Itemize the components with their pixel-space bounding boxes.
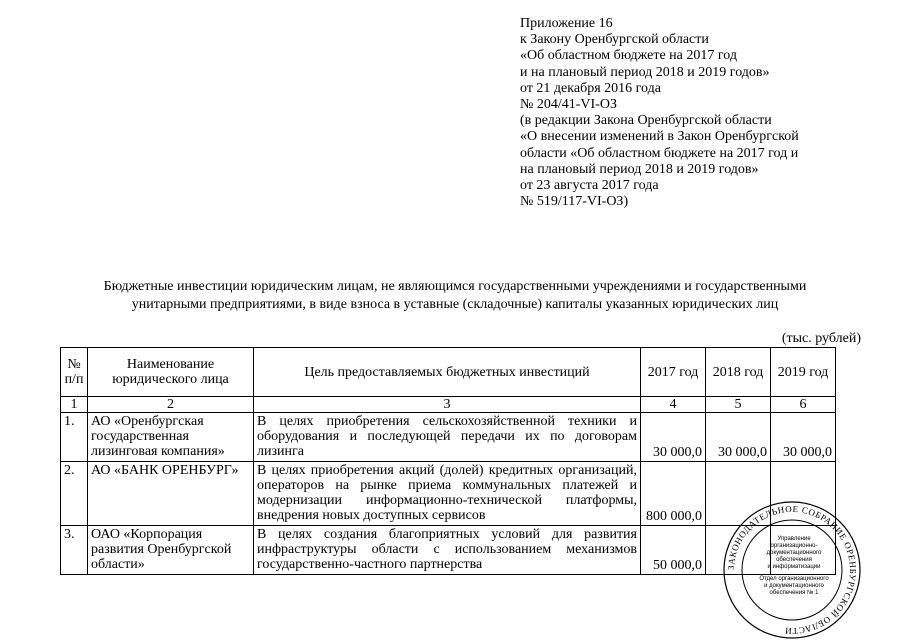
appendix-line: на плановый период 2018 и 2019 годов» bbox=[520, 161, 759, 177]
header-goal: Цель предоставляемых бюджетных инвестиций bbox=[254, 348, 641, 397]
appendix-line: «Об областном бюджете на 2017 год bbox=[520, 48, 737, 64]
appendix-line: (в редакции Закона Оренбургской области bbox=[520, 113, 772, 129]
seal-ring-text: ЗАКОНОДАТЕЛЬНОЕ СОБРАНИЕ ОРЕНБУРГСКОЙ ОБЛАСТИ bbox=[725, 503, 859, 637]
row-2017: 50 000,0 bbox=[641, 526, 706, 575]
title-line-2: унитарными предприятиями, в виде взноса в уставные (складочные) капиталы указанных юридических лиц bbox=[131, 297, 779, 312]
row-goal: В целях создания благоприятных условий для развития инфраструктуры области с использованием механизмов государственно-частного партнерства bbox=[254, 526, 641, 575]
appendix-line: Приложение 16 bbox=[520, 16, 613, 31]
seal-inner-text: документационного bbox=[766, 550, 822, 556]
appendix-line: к Закону Оренбургской области bbox=[520, 32, 709, 48]
header-2019: 2019 год bbox=[771, 348, 836, 397]
appendix-line: № 204/41-VI-ОЗ bbox=[520, 97, 617, 113]
header-name: Наименование юридического лица bbox=[88, 348, 254, 397]
seal-inner-text: и информатизации bbox=[767, 564, 821, 570]
row-goal: В целях приобретения сельскохозяйственной техники и оборудования и последующей передачи их по договорам лизинга bbox=[254, 413, 641, 462]
header-2017: 2017 год bbox=[641, 348, 706, 397]
seal-inner-text: Управление bbox=[777, 536, 811, 542]
column-index: 2 bbox=[88, 397, 254, 413]
row-num: 2. bbox=[61, 462, 88, 526]
row-num: 1. bbox=[61, 413, 88, 462]
row-name: АО «БАНК ОРЕНБУРГ» bbox=[88, 462, 254, 526]
column-index-row bbox=[61, 397, 836, 413]
seal-inner-text: Отдел организационного bbox=[759, 576, 829, 582]
row-name: ОАО «Корпорация развития Оренбургской области» bbox=[88, 526, 254, 575]
table-row bbox=[61, 413, 836, 462]
header-2018: 2018 год bbox=[706, 348, 771, 397]
row-2018: 30 000,0 bbox=[706, 413, 771, 462]
seal-inner-text: организационно- bbox=[770, 543, 818, 549]
appendix-line: «О внесении изменений в Закон Оренбургской bbox=[520, 129, 799, 145]
row-goal: В целях приобретения акций (долей) кредитных организаций, операторов на рынке приема коммунальных платежей и модернизации информационно-технической платформы, внедрения новых доступных сервисов bbox=[254, 462, 641, 526]
seal-inner-text: обеспечения № 1 bbox=[769, 590, 819, 596]
column-index: 4 bbox=[641, 397, 706, 413]
table-row bbox=[61, 462, 836, 526]
seal-inner-text: и документационного bbox=[764, 583, 824, 589]
appendix-line: от 21 декабря 2016 года bbox=[520, 80, 661, 96]
column-index: 1 bbox=[61, 397, 88, 413]
column-index: 5 bbox=[706, 397, 771, 413]
row-2017: 800 000,0 bbox=[641, 462, 706, 526]
title-line-1: Бюджетные инвестиции юридическим лицам, не являющимся государственными учреждениями и государственными bbox=[103, 279, 807, 294]
column-index: 3 bbox=[254, 397, 641, 413]
row-2019: 30 000,0 bbox=[771, 413, 836, 462]
table-header-row bbox=[61, 348, 836, 397]
budget-investments-table bbox=[60, 347, 836, 575]
appendix-line: от 23 августа 2017 года bbox=[520, 178, 659, 194]
official-seal-stamp bbox=[722, 500, 862, 640]
units-label: (тыс. рублей) bbox=[781, 331, 861, 346]
seal-inner-text: обеспечения bbox=[776, 557, 812, 563]
row-name: АО «Оренбургская государственная лизинговая компания» bbox=[88, 413, 254, 462]
header-num: № п/п bbox=[61, 348, 88, 397]
table-row bbox=[61, 526, 836, 575]
row-num: 3. bbox=[61, 526, 88, 575]
column-index: 6 bbox=[771, 397, 836, 413]
row-2017: 30 000,0 bbox=[641, 413, 706, 462]
appendix-line: области «Об областном бюджете на 2017 год и bbox=[520, 145, 799, 161]
appendix-header bbox=[520, 16, 860, 210]
appendix-line: и на плановый период 2018 и 2019 годов» bbox=[520, 64, 770, 80]
appendix-line: № 519/117-VI-ОЗ) bbox=[520, 194, 629, 210]
document-title bbox=[40, 278, 870, 314]
